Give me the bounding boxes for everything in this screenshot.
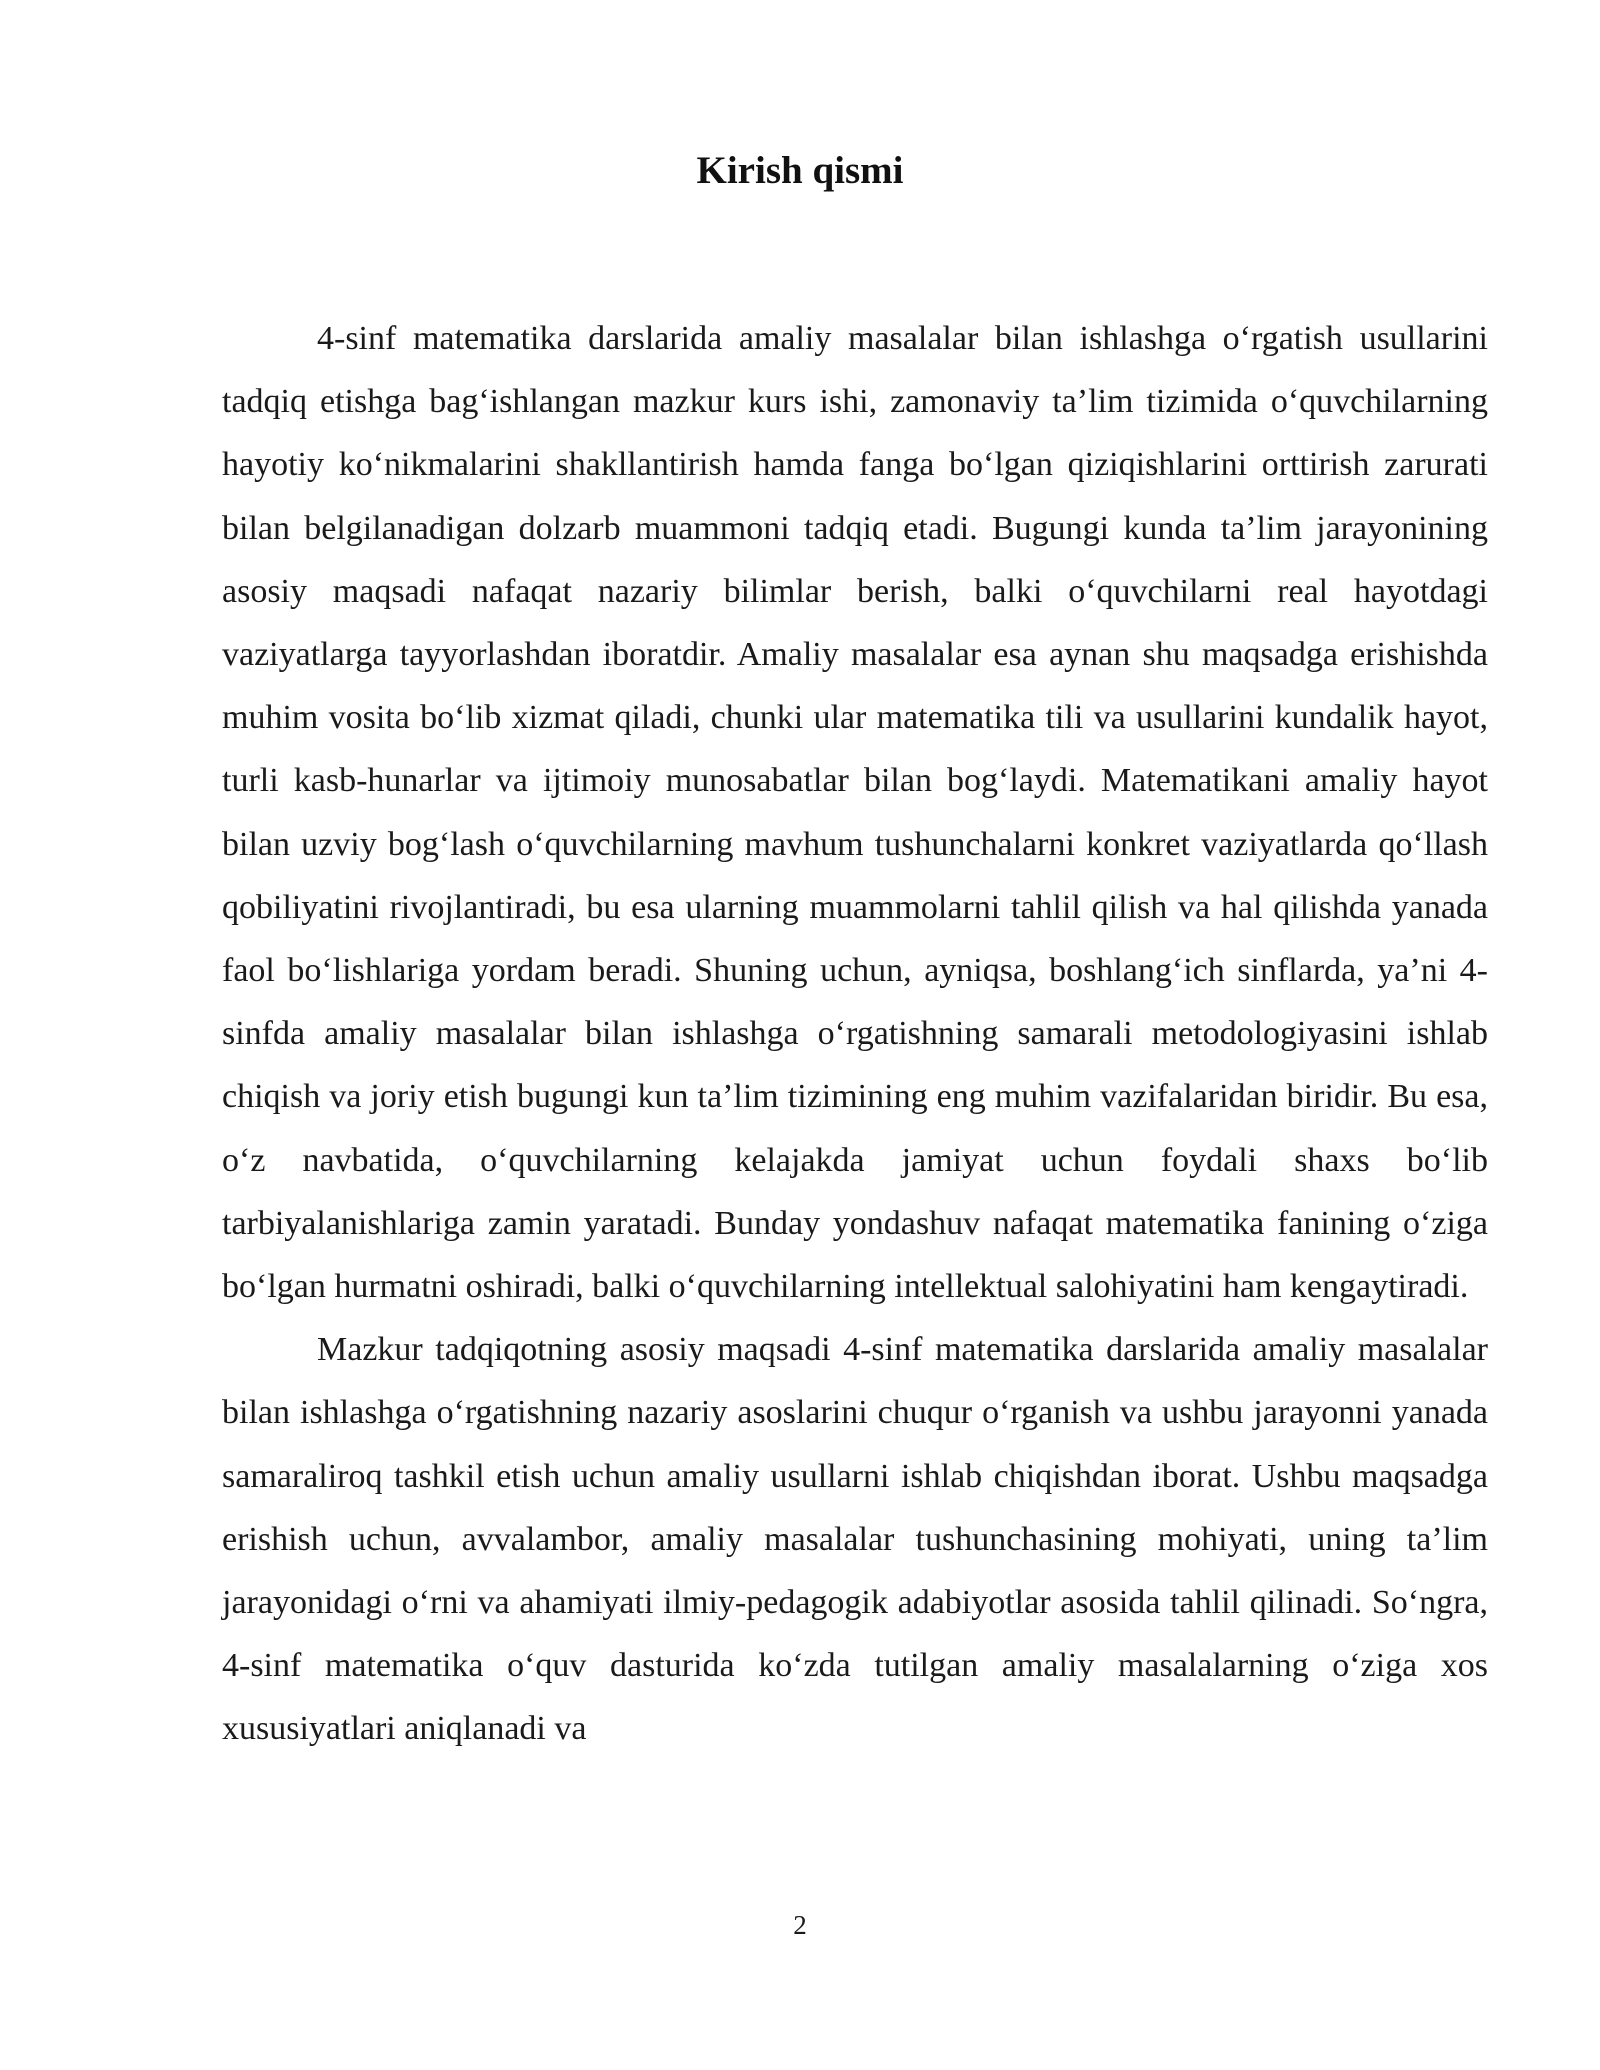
- paragraph: 4-sinf matematika darslarida amaliy masalalar bilan ishlashga o‘rgatish usullarini tadqiq etishga bag‘ishlangan mazkur kurs ishi, zamonaviy ta’lim tizimida o‘quvchilarning hayotiy ko‘nikmalarini shakllantirish hamda fanga bo‘lgan qiziqishlarini orttirish zarurati bilan belgilanadigan dolzarb muammoni tadqiq etadi. Bugungi kunda ta’lim jarayonining asosiy maqsadi nafaqat nazariy bilimlar berish, balki o‘quvchilarni real hayotdagi vaziyatlarga tayyorlashdan iboratdir. Amaliy masalalar esa aynan shu maqsadga erishishda muhim vosita bo‘lib xizmat qiladi, chunki ular matematika tili va usullarini kundalik hayot, turli kasb-hunarlar va ijtimoiy munosabatlar bilan bog‘laydi. Matematikani amaliy hayot bilan uzviy bog‘lash o‘quvchilarning mavhum tushunchalarni konkret vaziyatlarda qo‘llash qobiliyatini rivojlantiradi, bu esa ularning muammolarni tahlil qilish va hal qilishda yanada faol bo‘lishlariga yordam beradi. Shuning uchun, ayniqsa, boshlang‘ich sinflarda, ya’ni 4-sinfda amaliy masalalar bilan ishlashga o‘rgatishning samarali metodologiyasini ishlab chiqish va joriy etish bugungi kun ta’lim tizimining eng muhim vazifalaridan biridir. Bu esa, o‘z navbatida, o‘quvchilarning kelajakda jamiyat uchun foydali shaxs bo‘lib tarbiyalanishlariga zamin yaratadi. Bunday yondashuv nafaqat matematika fanining o‘ziga bo‘lgan hurmatni oshiradi, balki o‘quvchilarning intellektual salohiyatini ham kengaytiradi.: [222, 320, 1488, 1306]
- page-number: 2: [793, 1910, 807, 1940]
- page-title: Kirish qismi: [696, 149, 904, 192]
- paragraph: Mazkur tadqiqotning asosiy maqsadi 4-sinf matematika darslarida amaliy masalalar bilan ishlashga o‘rgatishning nazariy asoslarini chuqur o‘rganish va ushbu jarayonni yanada samaraliroq tashkil etish uchun amaliy usullarni ishlab chiqishdan iborat. Ushbu maqsadga erishish uchun, avvalambor, amaliy masalalar tushunchasining mohiyati, uning ta’lim jarayonidagi o‘rni va ahamiyati ilmiy-pedagogik adabiyotlar asosida tahlil qilinadi. So‘ngra, 4-sinf matematika o‘quv dasturida ko‘zda tutilgan amaliy masalalarning o‘ziga xos xususiyatlari aniqlanadi va: [222, 1331, 1488, 1748]
- document-body: [222, 307, 1488, 1761]
